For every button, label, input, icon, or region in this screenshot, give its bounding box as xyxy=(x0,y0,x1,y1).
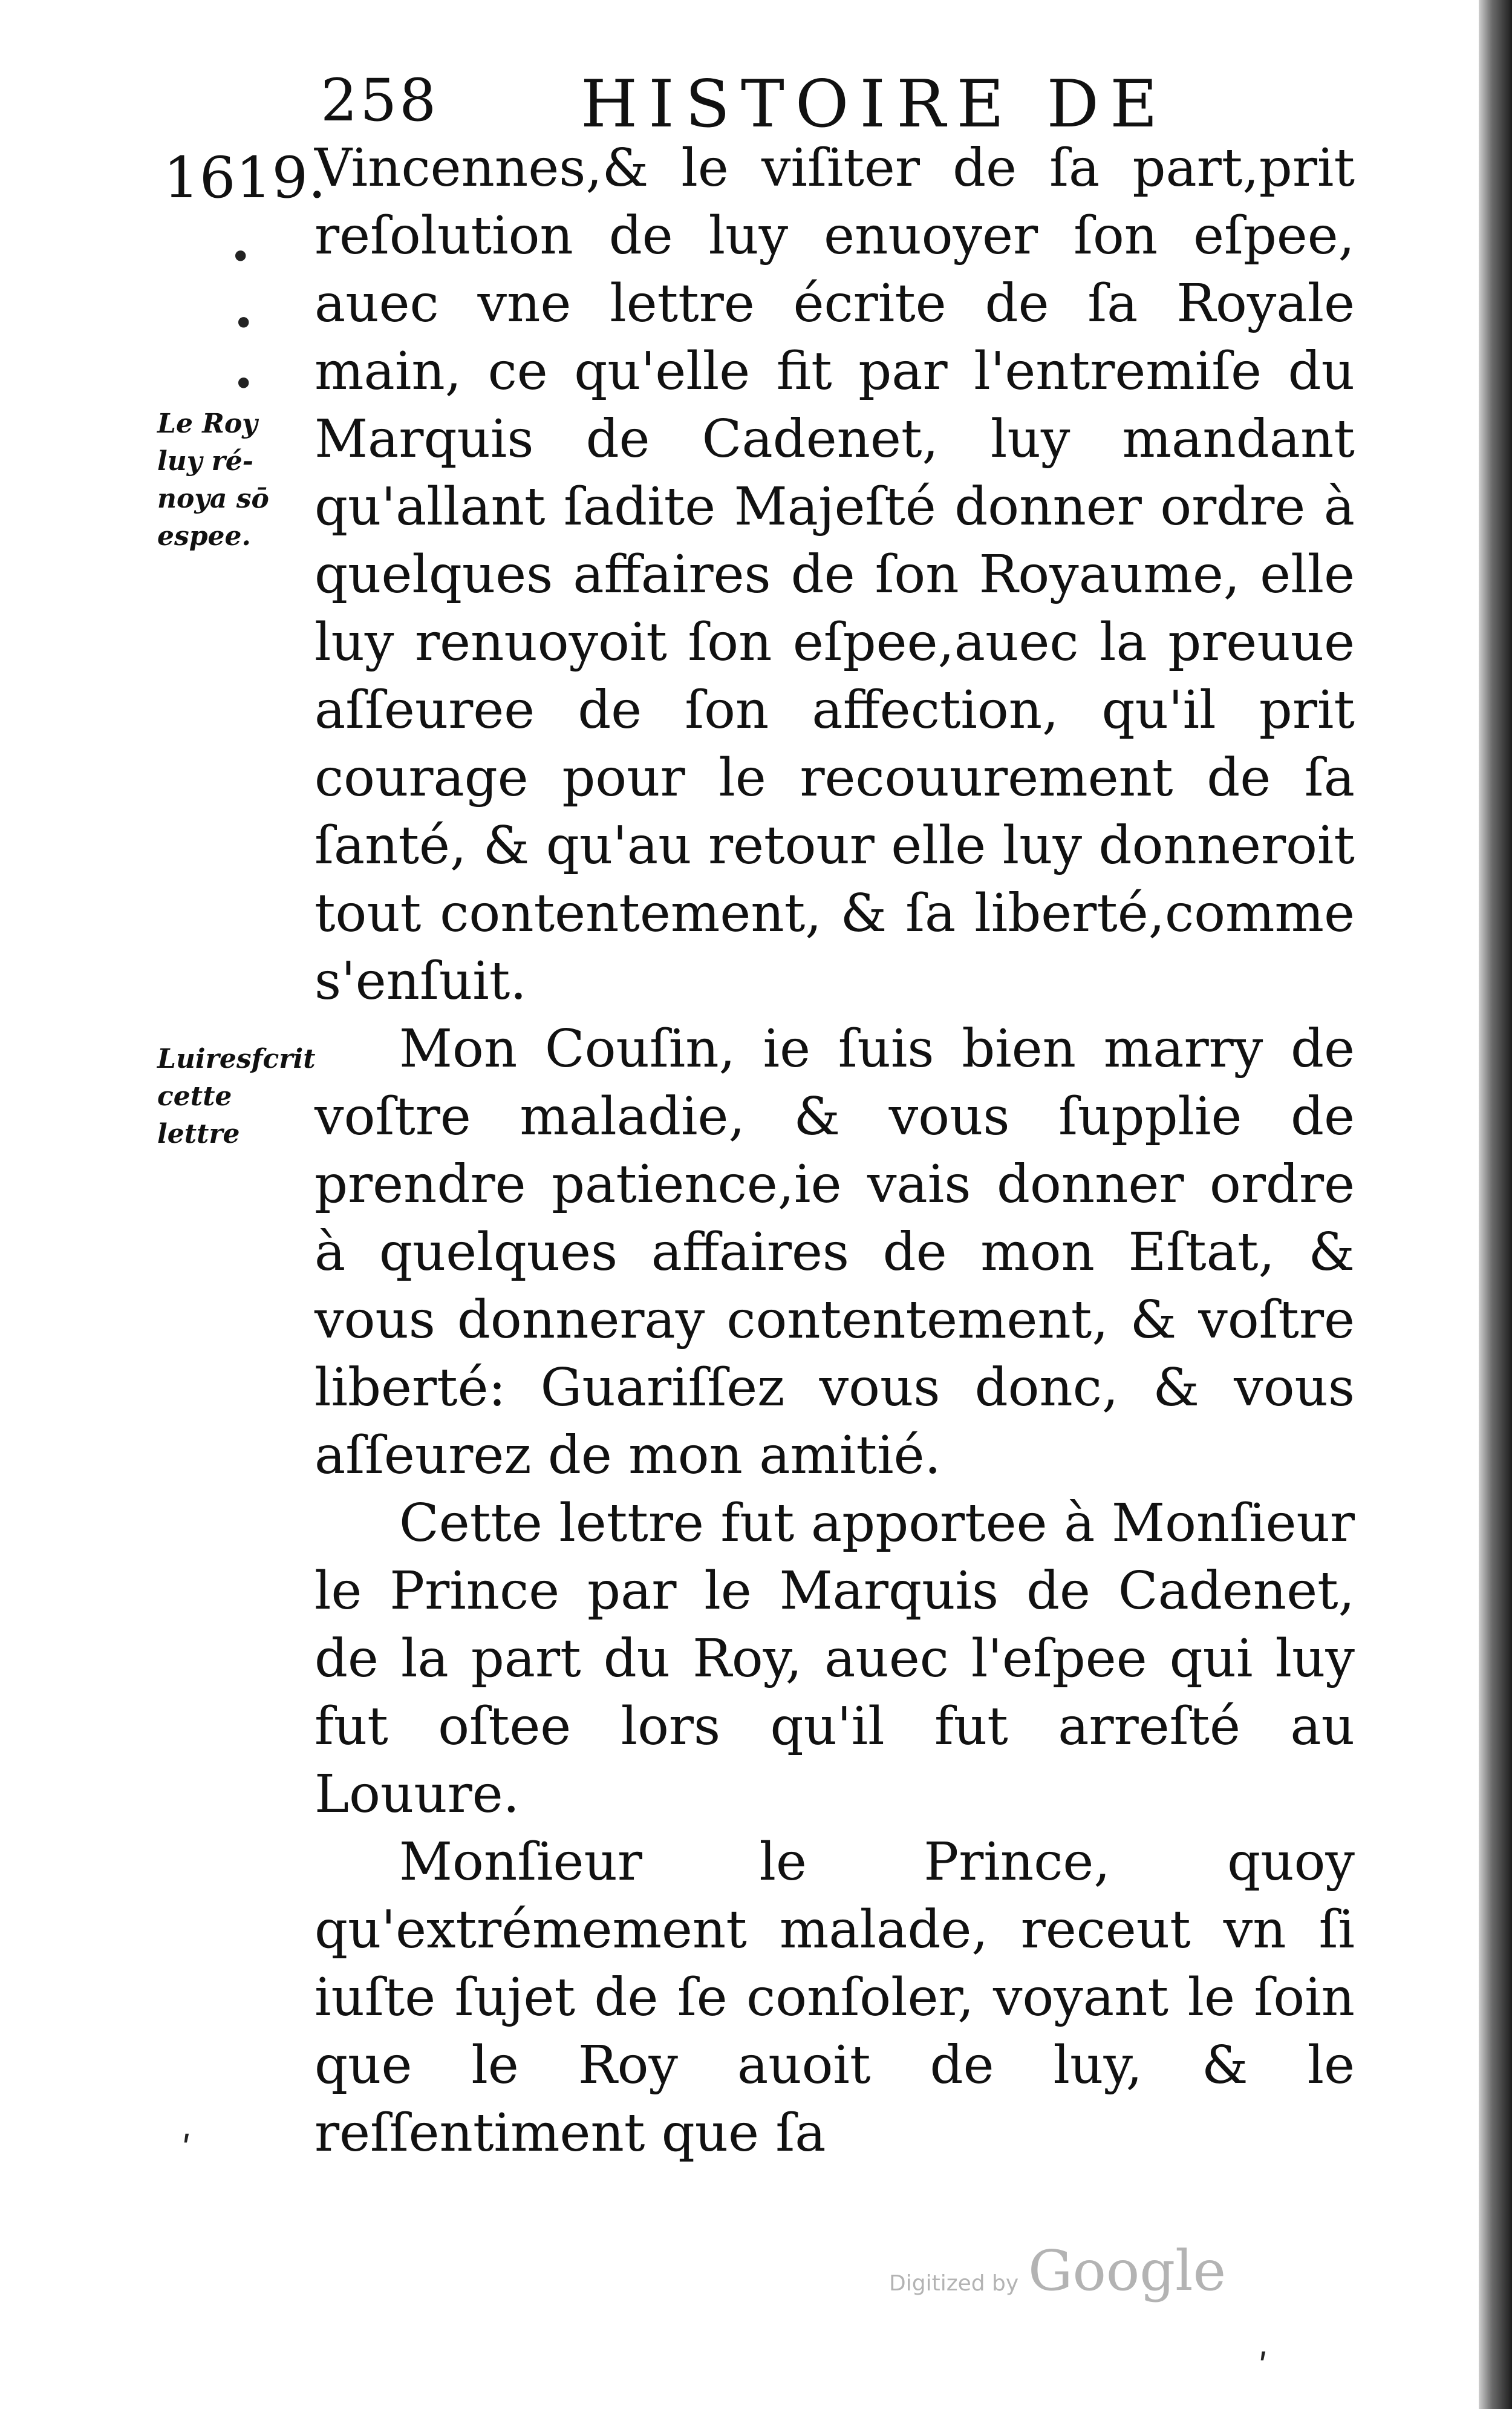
page-header xyxy=(308,67,1185,142)
margin-year: 1619. xyxy=(163,145,327,211)
stray-mark: ʹ xyxy=(181,2130,192,2172)
margin-note-letter: Luiresfcrit cette lettre xyxy=(157,1044,316,1149)
stray-mark: • xyxy=(233,302,255,345)
margin-note-sword: Le Roy luy ré-noya sō espee. xyxy=(157,408,269,552)
page-edge-shadow xyxy=(1479,0,1512,2409)
body-text xyxy=(314,134,1355,2167)
running-title: HISTOIRE DE xyxy=(581,67,1168,142)
paragraph-4: Monſieur le Prince, quoy qu'extrémement malade, receut vn ſi iuſte ſujet de ſe conſoler, voyant le ſoin que le Roy auoit de luy, & le reſſentiment que ſa xyxy=(314,1832,1355,2163)
watermark-small-text: Digitized by xyxy=(889,2271,1019,2296)
stray-mark: • xyxy=(233,363,255,405)
google-logo: Google xyxy=(1028,2238,1227,2303)
paragraph-3: Cette lettre fut apportee à Monſieur le Prince par le Marquis de Cadenet, de la part du Roy, auec l'eſpee qui luy fut oſtee lors qu'il fut arreſté au Louure. xyxy=(314,1493,1355,1825)
stray-mark: ʹ xyxy=(1258,2347,1268,2390)
page-number: 258 xyxy=(321,67,439,134)
digitized-by-google-watermark xyxy=(889,2238,1252,2311)
paragraph-letter: Mon Couſin, ie ſuis bien marry de voſtre maladie, & vous ſupplie de prendre patience,ie vais donner ordre à quelques affaires de mon Eſtat, & vous donneray contentement, & voſtre liberté: Guariſſez vous donc, & vous aſſeurez de mon amitié. xyxy=(314,1019,1355,1486)
paragraph-1: Vincennes,& le viſiter de ſa part,prit reſolution de luy enuoyer ſon eſpee, auec vne lettre écrite de ſa Royale main, ce qu'elle fit par l'entremiſe du Marquis de Cadenet, luy mandant qu'allant ſadite Majeſté donner ordre à quelques affaires de ſon Royaume, elle luy renuoyoit ſon eſpee,auec la preuue aſſeuree de ſon affection, qu'il prit courage pour le recouurement de ſa ſanté, & qu'au retour elle luy donneroit tout contentement, & ſa liberté,comme s'enſuit. xyxy=(314,138,1355,1012)
stray-mark: • xyxy=(230,236,252,278)
